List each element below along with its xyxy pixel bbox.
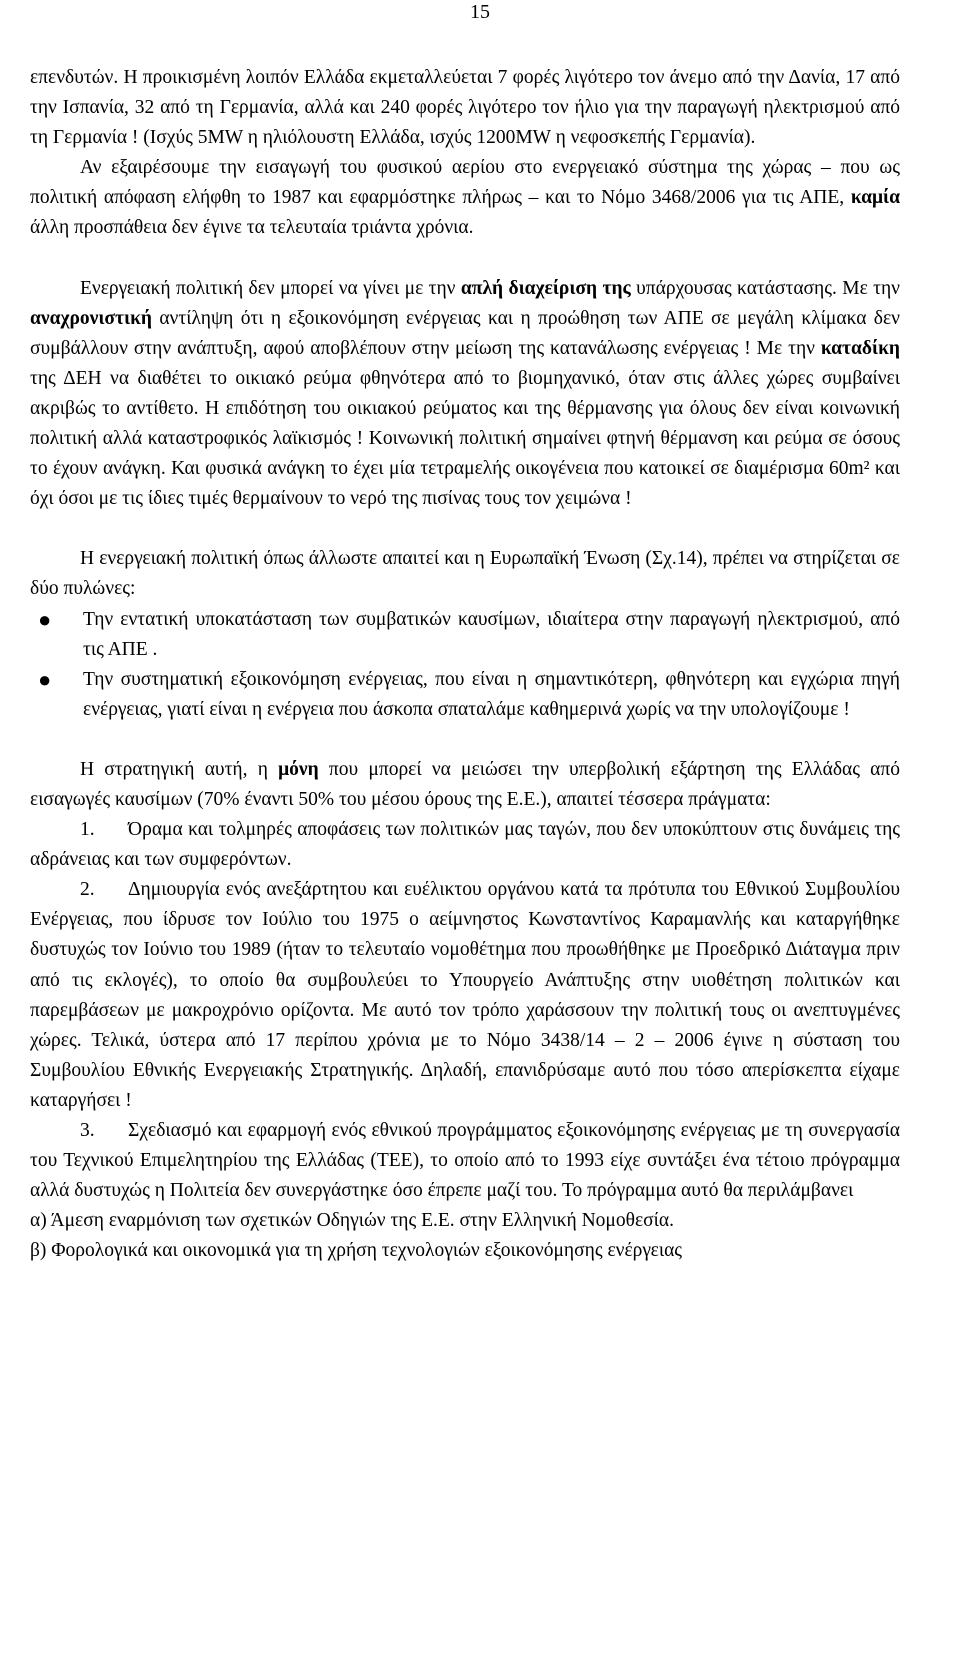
text-run: Αν εξαιρέσουμε την εισαγωγή του φυσικού αερίου στο ενεργειακό σύστημα της χώρας – που ως πολιτική απόφαση ελήφθη το 1987 και εφαρμόστηκε πλήρως – και το Νόμο 3468/2006 για τις ΑΠΕ, <box>30 157 900 209</box>
paragraph-gap <box>30 725 900 755</box>
text-run: Ενεργειακή πολιτική δεν μπορεί να γίνει με την <box>80 277 461 299</box>
bold-text-simple-management: απλή διαχείριση της <box>460 277 631 299</box>
bold-text-only: μόνη <box>278 758 319 780</box>
pillars-list <box>30 605 900 725</box>
item-number: 1. <box>80 819 95 841</box>
item-number: 3. <box>80 1120 95 1141</box>
numbered-item-1 <box>30 815 900 875</box>
text-run: που μπορεί να μειώσει την υπερβολική εξάρτηση της Ελλάδας από εισαγωγές καυσίμων (70% έναντι 50% του μέσου όρους της Ε.Ε.), απαιτεί τέσσερα πράγματα: <box>30 758 900 810</box>
numbered-item-2 <box>30 875 900 1116</box>
paragraph-strategy <box>30 755 900 815</box>
text-run: άλλη προσπάθεια δεν έγινε τα τελευταία τριάντα χρόνια. <box>30 217 474 239</box>
text-run: της ΔΕΗ να διαθέτει το οικιακό ρεύμα φθηνότερα από το βιομηχανικό, όταν στις άλλες χώρες συμβαίνει ακριβώς το αντίθετο. Η επιδότηση του οικιακού ρεύματος και της θέρμανσης για όλους δεν είναι κοινωνική πολιτική αλλά καταστροφικός λαϊκισμός ! Κοινωνική πολιτική σημαίνει φτηνή θέρμανση και ρεύμα σε όσους το έχουν ανάγκη. Και φυσικά ανάγκη το έχει μία τετραμελής οικογένεια που κατοικεί σε διαμέρισμα 60m² και όχι όσοι με τις ίδιες τιμές θερμαίνουν το νερό της πισίνας τους τον χειμώνα ! <box>30 367 900 510</box>
item-text: Όραμα και τολμηρές αποφάσεις των πολιτικών μας ταγών, που δεν υποκύπτουν στις δυνάμεις της αδράνειας και των συμφερόντων. <box>30 819 900 871</box>
numbered-item-3 <box>30 1116 900 1206</box>
bold-text-kamia: καμία <box>850 187 900 209</box>
list-item <box>30 665 900 725</box>
bullet-icon: ● <box>38 606 52 632</box>
document-body <box>30 63 900 1266</box>
paragraph-energy-policy <box>30 274 900 515</box>
text-run: Η στρατηγική αυτή, η <box>80 758 279 780</box>
text-run: αντίληψη ότι η εξοικονόμηση ενέργειας και η προώθηση των ΑΠΕ σε μεγάλη κλίμακα δεν συμβάλλουν στην ανάπτυξη, αφού αποβλέπουν στην μείωση της κατανάλωσης ενέργειας ! Με την <box>30 307 900 359</box>
item-number: 2. <box>80 879 95 901</box>
paragraph-gap <box>30 514 900 544</box>
bullet-icon: ● <box>38 666 52 692</box>
list-item-text: Την εντατική υποκατάσταση των συμβατικών καυσίμων, ιδιαίτερα στην παραγωγή ηλεκτρισμού, από τις ΑΠΕ . <box>83 608 900 660</box>
sub-item-a: α) Άμεση εναρμόνιση των σχετικών Οδηγιών της Ε.Ε. στην Ελληνική Νομοθεσία. <box>30 1210 675 1232</box>
paragraph-investors: επενδυτών. Η προικισμένη λοιπόν Ελλάδα εκμεταλλεύεται 7 φορές λιγότερο τον άνεμο από την Δανία, 17 από την Ισπανία, 32 από τη Γερμανία, αλλά και 240 φορές λιγότερο τον ήλιο για την παραγωγή ηλεκτρισμού από τη Γερμανία ! (Ισχύς 5MW η ηλιόλουστη Ελλάδα, ισχύς 1200MW η νεφοσκεπής Γερμανία). <box>30 67 900 149</box>
list-item <box>30 605 900 665</box>
item-text: Σχεδιασμό και εφαρμογή ενός εθνικού προγράμματος εξοικονόμησης ενέργειας με τη συνεργασία του Τεχνικού Επιμελητηρίου της Ελλάδας (ΤΕΕ), το οποίο από το 1993 είχε συντάξει ένα τέτοιο πρόγραμμα αλλά δυστυχώς η Πολιτεία δεν συνεργάστηκε όσο έπρεπε μαζί του. Το πρόγραμμα αυτό θα περιλάμβανει <box>30 1120 900 1202</box>
paragraph-gap <box>30 244 900 274</box>
paragraph-natural-gas <box>30 153 900 243</box>
page-number: 15 <box>470 1 490 23</box>
text-run: υπάρχουσας κατάστασης. Με την <box>630 277 900 299</box>
bold-text-anachronistic: αναχρονιστική <box>30 307 152 329</box>
list-item-text: Την συστηματική εξοικονόμηση ενέργειας, που είναι η σημαντικότερη, φθηνότερη και εγχώρια πηγή ενέργειας, γιατί είναι η ενέργεια που άσκοπα σπαταλάμε καθημερινά χωρίς να την υπολογίζουμε ! <box>83 668 900 720</box>
bold-text-condemnation: καταδίκη <box>820 337 900 359</box>
sub-item-b: β) Φορολογικά και οικονομικά για τη χρήση τεχνολογιών εξοικονόμησης ενέργειας <box>30 1240 683 1262</box>
paragraph-two-pillars: Η ενεργειακή πολιτική όπως άλλωστε απαιτεί και η Ευρωπαϊκή Ένωση (Σχ.14), πρέπει να στηρίζεται σε δύο πυλώνες: <box>30 548 900 600</box>
item-text: Δημιουργία ενός ανεξάρτητου και ευέλικτου οργάνου κατά τα πρότυπα του Εθνικού Συμβουλίου Ενέργειας, που ίδρυσε τον Ιούλιο του 1975 ο αείμνηστος Κωνσταντίνος Καραμανλής και καταργήθηκε δυστυχώς τον Ιούνιο του 1989 (ήταν το τελευταίο νομοθέτημα που προωθήθηκε με Προεδρικό Διάταγμα πριν από τις εκλογές), το οποίο θα συμβουλεύει το Υπουργείο Ανάπτυξης στην υιοθέτηση πολιτικών και παρεμβάσεων με μακροχρόνιο ορίζοντα. Με αυτό τον τρόπο χαράσσουν την πολιτική τους οι ανεπτυγμένες χώρες. Τελικά, ύστερα από 17 περίπου χρόνια με το Νόμο 3438/14 – 2 – 2006 έγινε η σύσταση του Συμβουλίου Εθνικής Ενεργειακής Στρατηγικής. Δηλαδή, επανιδρύσαμε αυτό που τόσο απερίσκεπτα είχαμε καταργήσει ! <box>30 879 900 1111</box>
